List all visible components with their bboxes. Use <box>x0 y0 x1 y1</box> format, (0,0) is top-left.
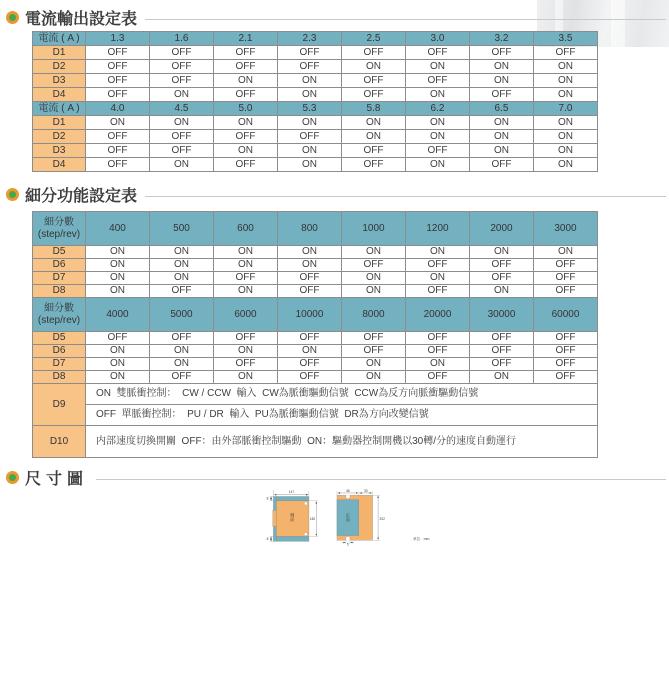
switch-row-label: D9 <box>33 384 86 426</box>
dip-value-cell: OFF <box>342 345 406 358</box>
side-view-drawing <box>267 490 318 541</box>
table-row <box>33 285 598 298</box>
switch-row-label: D6 <box>33 259 86 272</box>
dip-value-cell: ON <box>470 144 534 158</box>
switch-row-label: D8 <box>33 371 86 384</box>
subdivision-column-header: 800 <box>278 212 342 246</box>
switch-row-label: D4 <box>33 88 86 102</box>
dip-value-cell: ON <box>534 60 598 74</box>
dip-value-cell: OFF <box>150 60 214 74</box>
dip-value-cell: ON <box>406 116 470 130</box>
dip-value-cell: ON <box>150 158 214 172</box>
dip-value-cell: OFF <box>278 272 342 285</box>
side-view-label: 側 <box>290 512 295 518</box>
d9-off-description: OFF 單脈衝控制： PU / DR 輸入 PU為脈衝驅動信號 DR為方向改變信號 <box>86 405 598 426</box>
dip-value-cell: ON <box>534 130 598 144</box>
switch-row-label: D7 <box>33 272 86 285</box>
dip-value-cell: ON <box>86 116 150 130</box>
dip-value-cell: OFF <box>406 332 470 345</box>
dip-value-cell: ON <box>534 246 598 259</box>
table-row <box>33 272 598 285</box>
dip-value-cell: OFF <box>214 158 278 172</box>
current-column-header: 3.2 <box>470 32 534 46</box>
table-row <box>33 130 598 144</box>
dip-value-cell: ON <box>86 358 150 371</box>
dip-value-cell: OFF <box>470 345 534 358</box>
section-bullet-icon <box>6 188 19 201</box>
subdivision-header-line2: (step/rev) <box>37 228 81 240</box>
dip-value-cell: OFF <box>470 259 534 272</box>
dip-value-cell: OFF <box>470 332 534 345</box>
dip-value-cell: ON <box>406 158 470 172</box>
front-view-label: 面 <box>345 517 350 523</box>
dip-value-cell: OFF <box>342 158 406 172</box>
section-subdivision-header <box>6 183 666 206</box>
dip-value-cell: OFF <box>534 358 598 371</box>
dip-value-cell: OFF <box>278 130 342 144</box>
section-bullet-icon <box>6 11 19 24</box>
dip-value-cell: ON <box>470 74 534 88</box>
dip-value-cell: OFF <box>86 130 150 144</box>
dip-value-cell: OFF <box>342 88 406 102</box>
table-row <box>33 102 598 116</box>
table-row <box>33 158 598 172</box>
dim-front-width-right: 30 <box>364 488 368 493</box>
dip-value-cell: OFF <box>150 332 214 345</box>
current-column-header: 5.0 <box>214 102 278 116</box>
current-column-header: 2.1 <box>214 32 278 46</box>
dip-value-cell: OFF <box>86 46 150 60</box>
dip-value-cell: ON <box>214 246 278 259</box>
subdivision-header-label <box>33 298 86 332</box>
dip-value-cell: ON <box>534 116 598 130</box>
subdivision-column-header: 1000 <box>342 212 406 246</box>
section-divider <box>145 19 666 20</box>
dip-value-cell: ON <box>278 144 342 158</box>
dip-value-cell: OFF <box>470 158 534 172</box>
dip-value-cell: OFF <box>406 144 470 158</box>
dip-value-cell: OFF <box>278 358 342 371</box>
dip-value-cell: ON <box>534 88 598 102</box>
table-row <box>33 246 598 259</box>
current-column-header: 5.3 <box>278 102 342 116</box>
dip-value-cell: OFF <box>534 46 598 60</box>
dip-value-cell: OFF <box>406 259 470 272</box>
d9-on-description: ON 雙脈衝控制： CW / CCW 輸入 CW為脈衝驅動信號 CCW為反方向脈衝驅動信號 <box>86 384 598 405</box>
current-column-header: 5.8 <box>342 102 406 116</box>
switch-row-label: D5 <box>33 246 86 259</box>
subdivision-column-header: 6000 <box>214 298 278 332</box>
section-title-subdivision: 細分功能設定表 <box>25 188 138 205</box>
dip-value-cell: OFF <box>278 46 342 60</box>
section-title-current: 電流輸出設定表 <box>25 11 138 28</box>
side-view-label: 面 <box>290 517 295 523</box>
dip-value-cell: ON <box>150 259 214 272</box>
dip-value-cell: OFF <box>342 46 406 60</box>
dip-value-cell: ON <box>406 60 470 74</box>
dip-value-cell: OFF <box>534 259 598 272</box>
table-row <box>33 332 598 345</box>
dim-side-flange-bottom: 8 <box>266 537 269 542</box>
dip-value-cell: OFF <box>214 46 278 60</box>
dip-value-cell: OFF <box>470 272 534 285</box>
dip-value-cell: ON <box>406 358 470 371</box>
dip-value-cell: OFF <box>86 332 150 345</box>
subdivision-column-header: 20000 <box>406 298 470 332</box>
switch-row-label: D10 <box>33 426 86 458</box>
switch-row-label: D2 <box>33 60 86 74</box>
switch-row-label: D5 <box>33 332 86 345</box>
dip-value-cell: OFF <box>470 46 534 60</box>
table-row <box>33 116 598 130</box>
dip-value-cell: OFF <box>534 332 598 345</box>
table-row <box>33 298 598 332</box>
dimension-diagram <box>0 488 669 689</box>
front-view-drawing <box>337 489 385 547</box>
dip-value-cell: ON <box>342 285 406 298</box>
table-row <box>33 358 598 371</box>
dip-value-cell: ON <box>214 259 278 272</box>
current-column-header: 4.0 <box>86 102 150 116</box>
subdivision-header-line2: (step/rev) <box>37 314 81 326</box>
dip-value-cell: ON <box>86 246 150 259</box>
dip-value-cell: ON <box>406 130 470 144</box>
dim-front-width-left: 48 <box>346 488 350 493</box>
table-row <box>33 46 598 60</box>
dip-value-cell: OFF <box>342 332 406 345</box>
dim-side-height: 182 <box>309 516 316 521</box>
table-row <box>33 405 598 426</box>
dip-value-cell: ON <box>342 358 406 371</box>
dip-value-cell: ON <box>278 88 342 102</box>
dip-value-cell: OFF <box>214 88 278 102</box>
table-row <box>33 32 598 46</box>
dip-value-cell: OFF <box>534 285 598 298</box>
section-bullet-icon <box>6 471 19 484</box>
subdivision-column-header: 4000 <box>86 298 150 332</box>
table-row <box>33 426 598 458</box>
dim-side-flange-top: 8 <box>266 496 269 501</box>
dip-value-cell: ON <box>470 60 534 74</box>
dip-value-cell: OFF <box>342 144 406 158</box>
current-output-setting-table <box>32 31 598 172</box>
dip-value-cell: ON <box>214 345 278 358</box>
subdivision-column-header: 5000 <box>150 298 214 332</box>
dip-value-cell: OFF <box>278 371 342 384</box>
dip-value-cell: OFF <box>86 144 150 158</box>
switch-row-label: D7 <box>33 358 86 371</box>
table-row <box>33 88 598 102</box>
dip-value-cell: ON <box>406 272 470 285</box>
dip-value-cell: OFF <box>150 130 214 144</box>
section-dimensions-header <box>6 466 666 489</box>
subdivision-column-header: 1200 <box>406 212 470 246</box>
current-column-header: 2.3 <box>278 32 342 46</box>
subdivision-setting-table <box>32 211 598 458</box>
table-row <box>33 60 598 74</box>
subdivision-column-header: 500 <box>150 212 214 246</box>
switch-row-label: D4 <box>33 158 86 172</box>
dip-value-cell: ON <box>278 158 342 172</box>
dip-value-cell: ON <box>214 371 278 384</box>
dip-value-cell: OFF <box>214 130 278 144</box>
current-column-header: 2.5 <box>342 32 406 46</box>
dip-value-cell: ON <box>534 74 598 88</box>
dip-value-cell: ON <box>342 130 406 144</box>
dip-value-cell: OFF <box>406 285 470 298</box>
dip-value-cell: OFF <box>214 272 278 285</box>
dip-value-cell: ON <box>342 272 406 285</box>
current-column-header: 6.2 <box>406 102 470 116</box>
dip-value-cell: OFF <box>150 371 214 384</box>
dip-value-cell: ON <box>278 246 342 259</box>
dip-value-cell: OFF <box>150 144 214 158</box>
current-column-header: 1.6 <box>150 32 214 46</box>
dip-value-cell: OFF <box>86 60 150 74</box>
dim-front-height: 202 <box>379 516 385 521</box>
dip-value-cell: OFF <box>86 74 150 88</box>
dip-value-cell: ON <box>214 116 278 130</box>
dip-value-cell: OFF <box>214 60 278 74</box>
dip-value-cell: ON <box>214 285 278 298</box>
dip-value-cell: OFF <box>406 46 470 60</box>
section-divider <box>145 196 666 197</box>
current-header-label: 電流 ( A ) <box>33 32 86 46</box>
dip-value-cell: ON <box>150 88 214 102</box>
dip-value-cell: ON <box>470 130 534 144</box>
subdivision-column-header: 10000 <box>278 298 342 332</box>
dip-value-cell: ON <box>470 371 534 384</box>
switch-row-label: D3 <box>33 74 86 88</box>
dip-value-cell: OFF <box>278 60 342 74</box>
dip-value-cell: ON <box>278 116 342 130</box>
dim-front-slot: 5 <box>346 542 349 547</box>
subdivision-column-header: 8000 <box>342 298 406 332</box>
dip-value-cell: OFF <box>278 285 342 298</box>
subdivision-header-line1: 細分數 <box>44 303 74 314</box>
table-row <box>33 259 598 272</box>
switch-row-label: D1 <box>33 116 86 130</box>
subdivision-header-line1: 細分數 <box>44 217 74 228</box>
dip-value-cell: OFF <box>214 332 278 345</box>
subdivision-column-header: 3000 <box>534 212 598 246</box>
dip-value-cell: OFF <box>342 74 406 88</box>
subdivision-column-header: 2000 <box>470 212 534 246</box>
dip-value-cell: ON <box>342 371 406 384</box>
dip-value-cell: ON <box>150 246 214 259</box>
dip-value-cell: ON <box>150 272 214 285</box>
subdivision-column-header: 60000 <box>534 298 598 332</box>
section-title-dimensions: 尺寸圖 <box>25 471 89 488</box>
current-column-header: 1.3 <box>86 32 150 46</box>
dip-value-cell: ON <box>86 285 150 298</box>
dip-value-cell: ON <box>150 358 214 371</box>
table-row <box>33 74 598 88</box>
dip-value-cell: OFF <box>214 358 278 371</box>
dip-value-cell: OFF <box>470 88 534 102</box>
table-row <box>33 212 598 246</box>
switch-row-label: D8 <box>33 285 86 298</box>
dip-value-cell: OFF <box>406 74 470 88</box>
current-column-header: 4.5 <box>150 102 214 116</box>
current-header-label: 電流 ( A ) <box>33 102 86 116</box>
dip-value-cell: ON <box>342 246 406 259</box>
dip-value-cell: OFF <box>86 88 150 102</box>
section-divider <box>96 479 666 480</box>
dim-side-width: 147 <box>288 490 295 495</box>
dip-value-cell: ON <box>86 272 150 285</box>
dip-value-cell: ON <box>278 345 342 358</box>
section-current-header <box>6 6 666 29</box>
subdivision-column-header: 30000 <box>470 298 534 332</box>
dip-value-cell: OFF <box>278 332 342 345</box>
dip-value-cell: ON <box>278 259 342 272</box>
subdivision-column-header: 400 <box>86 212 150 246</box>
switch-row-label: D3 <box>33 144 86 158</box>
dip-value-cell: OFF <box>470 358 534 371</box>
d10-description: 内部速度切換開關 OFF：由外部脈衝控制驅動 ON：驅動器控制開機以30轉/分的速度自動運行 <box>86 426 598 458</box>
dip-value-cell: OFF <box>150 46 214 60</box>
table-row <box>33 384 598 405</box>
switch-row-label: D2 <box>33 130 86 144</box>
dip-value-cell: OFF <box>342 259 406 272</box>
front-view-label: 正 <box>345 512 350 518</box>
dip-value-cell: OFF <box>406 345 470 358</box>
dip-value-cell: ON <box>342 116 406 130</box>
current-column-header: 7.0 <box>534 102 598 116</box>
dip-value-cell: ON <box>406 88 470 102</box>
dip-value-cell: ON <box>278 74 342 88</box>
dip-value-cell: OFF <box>406 371 470 384</box>
table-row <box>33 144 598 158</box>
dip-value-cell: ON <box>470 246 534 259</box>
table-row <box>33 345 598 358</box>
current-column-header: 3.5 <box>534 32 598 46</box>
dip-value-cell: ON <box>470 285 534 298</box>
dip-value-cell: ON <box>214 74 278 88</box>
dip-value-cell: ON <box>150 116 214 130</box>
current-column-header: 6.5 <box>470 102 534 116</box>
unit-label: 单位：mm <box>413 537 430 542</box>
dip-value-cell: OFF <box>86 158 150 172</box>
dip-value-cell: OFF <box>150 285 214 298</box>
switch-row-label: D6 <box>33 345 86 358</box>
dip-value-cell: ON <box>86 371 150 384</box>
dip-value-cell: ON <box>470 116 534 130</box>
dip-value-cell: OFF <box>534 272 598 285</box>
dip-value-cell: ON <box>342 60 406 74</box>
current-column-header: 3.0 <box>406 32 470 46</box>
dip-value-cell: ON <box>86 259 150 272</box>
switch-row-label: D1 <box>33 46 86 60</box>
subdivision-column-header: 600 <box>214 212 278 246</box>
dip-value-cell: ON <box>86 345 150 358</box>
table-row <box>33 371 598 384</box>
dip-value-cell: ON <box>406 246 470 259</box>
dip-value-cell: OFF <box>534 371 598 384</box>
dip-value-cell: OFF <box>150 74 214 88</box>
dip-value-cell: ON <box>214 144 278 158</box>
dip-value-cell: ON <box>534 144 598 158</box>
subdivision-header-label <box>33 212 86 246</box>
dip-value-cell: OFF <box>534 345 598 358</box>
dip-value-cell: ON <box>150 345 214 358</box>
dip-value-cell: ON <box>534 158 598 172</box>
